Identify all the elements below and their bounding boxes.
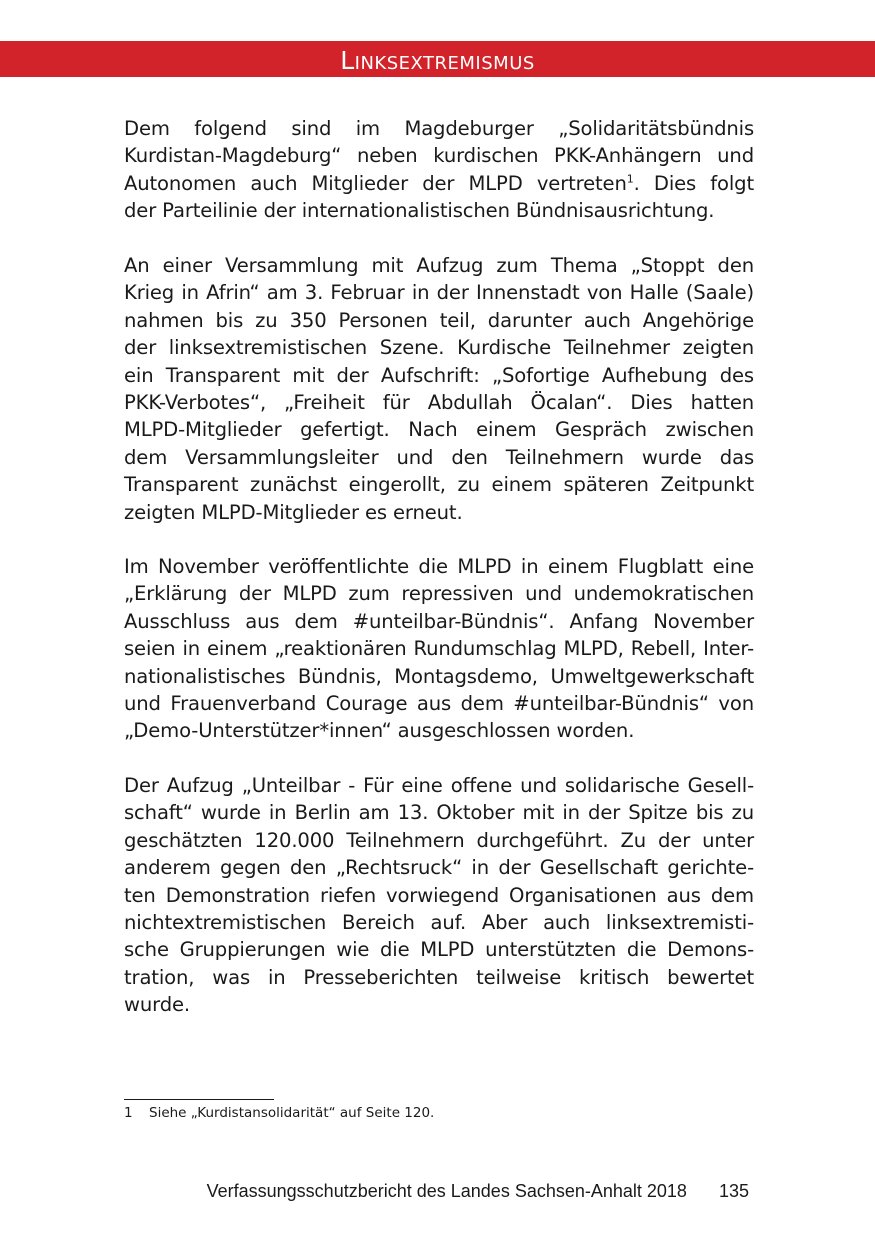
text-line: „Erklärung der MLPD zum repressiven und undemokratischen: [124, 582, 754, 606]
text-line: Kurdistan-Magdeburg“ neben kurdischen PKK-Anhängern und: [124, 144, 754, 168]
footnote-divider: [124, 1099, 274, 1100]
chapter-header-bar: [0, 41, 875, 77]
text-line: MLPD-Mitglieder gefertigt. Nach einem Gespräch zwischen: [124, 418, 754, 442]
text-line: Ausschluss aus dem #unteilbar-Bündnis“. Anfang November: [124, 609, 754, 633]
text-line: Der Aufzug „Unteilbar - Für eine offene und solidarische Gesell-: [124, 774, 754, 797]
footnote-reference[interactable]: 1: [626, 172, 634, 186]
text-line: der Parteilinie der internationalistischen Bündnisausrichtung.: [124, 199, 715, 223]
footnote: [124, 1105, 434, 1121]
chapter-title: Linksextremismus: [340, 46, 535, 75]
text-line: ten Demonstration riefen vorwiegend Organisationen aus dem: [124, 883, 754, 907]
text-line: zeigten MLPD-Mitglieder es erneut.: [124, 500, 463, 524]
text-line: Dem folgend sind im Magdeburger „Solidaritätsbündnis: [124, 117, 754, 140]
footnote-text: Siehe „Kurdistansolidarität“ auf Seite 120.: [149, 1105, 435, 1121]
text-line: An einer Versammlung mit Aufzug zum Thema „Stoppt den: [124, 254, 754, 277]
text-line: dem Versammlungsleiter und den Teilnehmern wurde das: [124, 445, 754, 469]
text-line: tration, was in Presseberichten teilweise kritisch bewertet: [124, 965, 754, 989]
text-line: Transparent zunächst eingerollt, zu einem späteren Zeitpunkt: [124, 473, 754, 497]
text-line: sche Gruppierungen wie die MLPD unterstützten die Demons-: [124, 938, 754, 962]
text-line: wurde.: [124, 993, 190, 1017]
page-footer: [207, 1181, 749, 1202]
text-line: anderem gegen den „Rechtsruck“ in der Gesellschaft gerichte-: [124, 856, 754, 880]
text-line: nahmen bis zu 350 Personen teil, darunter auch Angehörige: [124, 308, 754, 332]
text-line: ein Transparent mit der Aufschrift: „Sofortige Aufhebung des: [124, 363, 754, 387]
text-line: geschätzten 120.000 Teilnehmern durchgeführt. Zu der unter: [124, 828, 754, 852]
paragraph-4: [124, 772, 754, 1019]
text-line: der linksextremistischen Szene. Kurdische Teilnehmer zeigten: [124, 336, 754, 360]
text-line: Krieg in Afrin“ am 3. Februar in der Innenstadt von Halle (Saale): [124, 281, 754, 305]
publication-title: Verfassungsschutzbericht des Landes Sachsen-Anhalt 2018: [206, 1181, 687, 1201]
text-line: PKK-Verbotes“, „Freiheit für Abdullah Öcalan“. Dies hatten: [124, 391, 754, 415]
paragraph-3: [124, 553, 754, 745]
text-line: schaft“ wurde in Berlin am 13. Oktober mit in der Spitze bis zu: [124, 801, 754, 825]
text-line: nationalistisches Bündnis, Montagsdemo, Umweltgewerkschaft: [124, 664, 754, 688]
text-line: „Demo-Unterstützer*innen“ ausgeschlossen worden.: [124, 719, 635, 743]
text-line: und Frauenverband Courage aus dem #unteilbar-Bündnis“ von: [124, 692, 754, 716]
paragraph-1: [124, 115, 754, 225]
text-line: Im November veröffentlichte die MLPD in einem Flugblatt eine: [124, 555, 754, 578]
paragraph-2: [124, 252, 754, 526]
page-number: 135: [718, 1181, 749, 1201]
text-line: [124, 170, 754, 197]
text-line: seien in einem „reaktionären Rundumschlag MLPD, Rebell, Inter-: [124, 637, 754, 661]
text-fragment: . Dies folgt: [633, 171, 754, 195]
footnote-number: 1: [124, 1105, 133, 1121]
text-fragment: Autonomen auch Mitglieder der MLPD vertreten: [124, 171, 627, 195]
text-line: nichtextremistischen Bereich auf. Aber auch linksextremisti-: [124, 911, 754, 935]
